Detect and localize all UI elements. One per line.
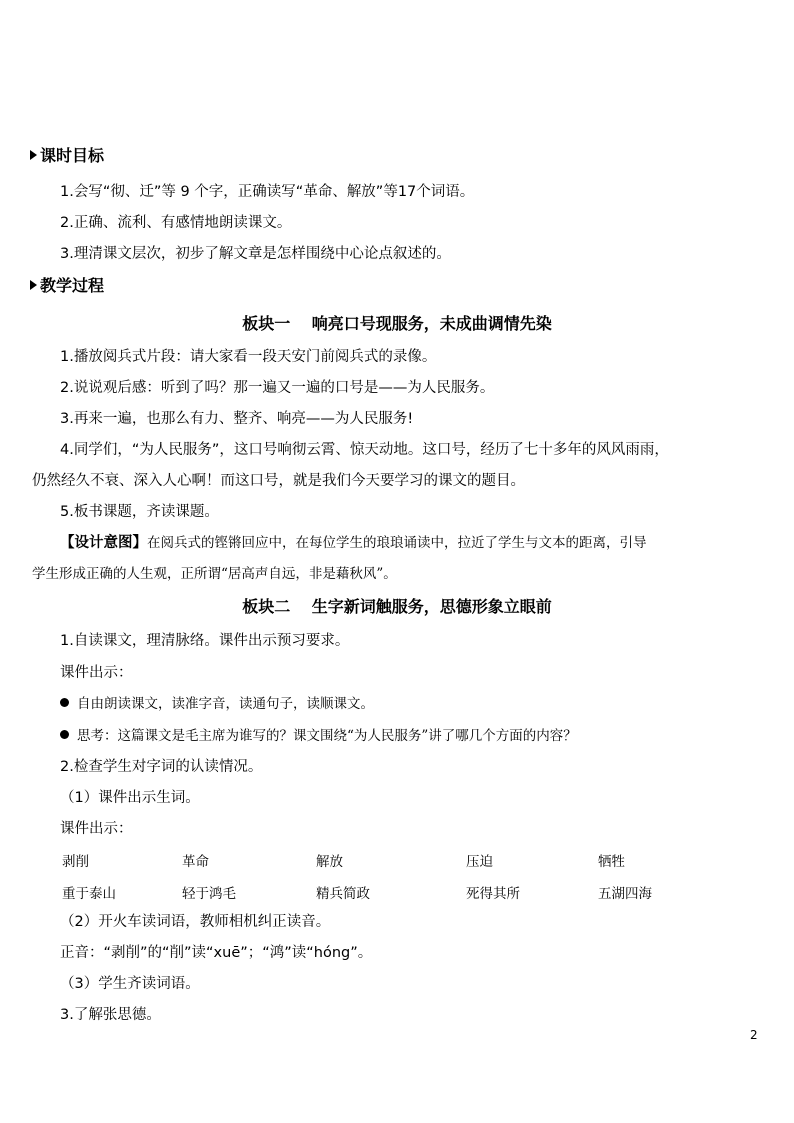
goal-item-3: 3.理清课文层次，初步了解文章是怎样围绕中心论点叙述的。 [60,246,451,262]
design-intent-label: 【设计意图】 [60,535,147,551]
module2-sub-3: （3）学生齐读词语。 [60,976,200,992]
vocab-word: 剥削 [62,854,89,870]
goal-item-1: 1.会写“彻、迁”等 9 个字，正确读写“革命、解放”等17个词语。 [60,184,475,200]
design-intent-text-2: 学生形成正确的人生观，正所谓“居高声自远，非是藉秋风”。 [32,566,397,582]
module1-step-3: 3.再来一遍，也那么有力、整齐、响亮——为人民服务! [60,411,414,427]
vocab-word: 轻于鸿毛 [182,886,236,902]
pronunciation-note: 正音：“剥削”的“削”读“xuē”；“鸿”读“hóng”。 [60,945,373,961]
module2-step-3: 3.了解张思德。 [60,1007,161,1023]
bullet-item-1-text: 自由朗读课文，读准字音，读通句子，读顺课文。 [77,696,374,712]
vocab-word: 压迫 [466,854,493,870]
design-intent-line-1 [60,533,647,553]
bullet-item-2-text: 思考：这篇课文是毛主席为谁写的？课文围绕“为人民服务”讲了哪几个方面的内容？ [77,728,577,744]
vocab-word: 重于泰山 [62,886,116,902]
vocab-word: 五湖四海 [598,886,652,902]
module1-step-4b: 仍然经久不衰、深入人心啊！而这口号，就是我们今天要学习的课文的题目。 [32,473,525,489]
bullet-dot-icon [60,730,69,739]
module2-sub-1: （1）课件出示生词。 [60,790,200,806]
bullet-item-1 [60,694,374,714]
section-heading-process [30,275,104,297]
bullet-dot-icon [60,698,69,707]
process-heading-text: 教学过程 [40,276,105,295]
triangle-marker-icon [30,150,37,160]
module-1-title: 板块一 响亮口号现服务，未成曲调情先染 [242,314,552,333]
bullet-item-2 [60,726,577,746]
vocab-word: 牺牲 [598,854,625,870]
vocab-word: 死得其所 [466,886,520,902]
module1-step-2: 2.说说观后感：听到了吗？那一遍又一遍的口号是——为人民服务。 [60,380,495,396]
module2-sub-2: （2）开火车读词语，教师相机纠正读音。 [60,914,331,930]
module1-step-1: 1.播放阅兵式片段：请大家看一段天安门前阅兵式的录像。 [60,349,437,365]
module-2-title: 板块二 生字新词触服务，思德形象立眼前 [242,597,552,616]
section-heading-goals [30,145,104,167]
courseware-label-1: 课件出示： [60,665,133,681]
module2-step-1: 1.自读课文，理清脉络。课件出示预习要求。 [60,633,350,649]
design-intent-text-1: 在阅兵式的铿锵回应中，在每位学生的琅琅诵读中，拉近了学生与文本的距离，引导 [147,535,647,551]
module2-step-2: 2.检查学生对字词的认读情况。 [60,759,263,775]
goals-heading-text: 课时目标 [40,146,105,165]
vocab-word: 革命 [182,854,209,870]
vocab-word: 解放 [316,854,343,870]
page-number: 2 [750,1028,758,1042]
module1-step-4a: 4.同学们，“为人民服务”，这口号响彻云霄、惊天动地。这口号，经历了七十多年的风风雨雨， [60,442,669,458]
vocab-word: 精兵简政 [316,886,370,902]
goal-item-2: 2.正确、流利、有感情地朗读课文。 [60,215,292,231]
triangle-marker-icon [30,280,37,290]
module1-step-5: 5.板书课题，齐读课题。 [60,504,219,520]
courseware-label-2: 课件出示： [60,821,133,837]
